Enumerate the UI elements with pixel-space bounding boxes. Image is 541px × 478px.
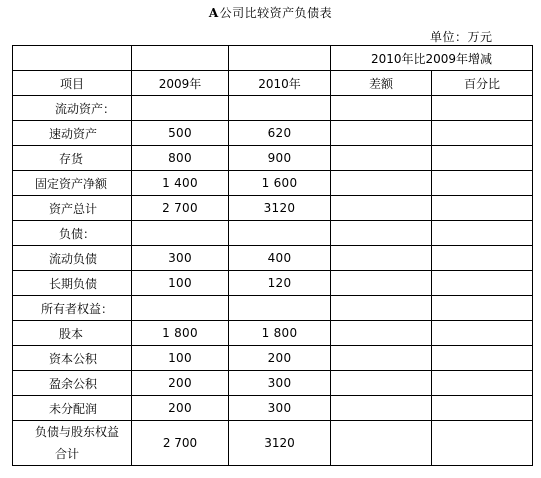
row-pct-value <box>432 396 533 421</box>
row-2009-value: 1 400 <box>132 171 229 196</box>
table-row <box>13 246 533 271</box>
row-diff-value <box>331 371 432 396</box>
row-pct-value <box>432 371 533 396</box>
row-pct-value <box>432 221 533 246</box>
row-item-label: 资产总计 <box>13 196 132 221</box>
row-diff-value <box>331 96 432 121</box>
row-pct-value <box>432 346 533 371</box>
row-2009-value: 200 <box>132 396 229 421</box>
row-2010-value: 300 <box>229 396 331 421</box>
row-2010-value: 400 <box>229 246 331 271</box>
row-2010-value: 120 <box>229 271 331 296</box>
row-pct-value <box>432 96 533 121</box>
total-item-line1: 负债与股东权益 <box>35 425 120 439</box>
row-item-label: 存货 <box>13 146 132 171</box>
row-diff-value <box>331 221 432 246</box>
header-item-top-cell <box>13 46 132 71</box>
row-2010-value: 1 800 <box>229 321 331 346</box>
row-pct-value <box>432 321 533 346</box>
title-text: 公司比较资产负债表 <box>219 6 333 20</box>
row-2009-value: 2 700 <box>132 196 229 221</box>
row-item-label: 速动资产 <box>13 121 132 146</box>
table-row <box>13 346 533 371</box>
total-pct-value <box>432 421 533 466</box>
row-pct-value <box>432 121 533 146</box>
row-2010-value <box>229 221 331 246</box>
row-diff-value <box>331 121 432 146</box>
title-prefix: A <box>208 6 219 20</box>
row-2009-value: 300 <box>132 246 229 271</box>
row-diff-value <box>331 321 432 346</box>
row-pct-value <box>432 171 533 196</box>
row-item-label: 固定资产净额 <box>13 171 132 196</box>
table-row <box>13 396 533 421</box>
header-row <box>13 71 533 96</box>
header-2010: 2010年 <box>229 71 331 96</box>
total-item-label <box>13 421 132 466</box>
row-2009-value: 100 <box>132 271 229 296</box>
unit-label: 单位：万元 <box>430 30 493 44</box>
row-pct-value <box>432 196 533 221</box>
header-2009: 2009年 <box>132 71 229 96</box>
row-item-label: 流动资产： <box>13 96 132 121</box>
row-diff-value <box>331 271 432 296</box>
row-item-label: 所有者权益： <box>13 296 132 321</box>
table-row <box>13 121 533 146</box>
row-pct-value <box>432 296 533 321</box>
balance-sheet-table <box>12 45 533 466</box>
table-row <box>13 221 533 246</box>
table-row <box>13 296 533 321</box>
header-2009-top-cell <box>132 46 229 71</box>
row-2009-value: 200 <box>132 371 229 396</box>
row-item-label: 长期负债 <box>13 271 132 296</box>
row-2010-value <box>229 96 331 121</box>
row-2009-value <box>132 96 229 121</box>
row-2009-value: 100 <box>132 346 229 371</box>
row-pct-value <box>432 146 533 171</box>
total-item-line2: 合计 <box>55 447 80 461</box>
row-item-label: 股本 <box>13 321 132 346</box>
header-item: 项目 <box>13 71 132 96</box>
row-diff-value <box>331 346 432 371</box>
header-row-top <box>13 46 533 71</box>
row-2010-value: 900 <box>229 146 331 171</box>
row-2010-value: 200 <box>229 346 331 371</box>
table-row <box>13 321 533 346</box>
row-diff-value <box>331 171 432 196</box>
header-diff: 差额 <box>331 71 432 96</box>
row-2010-value <box>229 296 331 321</box>
header-pct: 百分比 <box>432 71 533 96</box>
row-2009-value: 800 <box>132 146 229 171</box>
table-row <box>13 371 533 396</box>
row-item-label: 负债： <box>13 221 132 246</box>
header-2010-top-cell <box>229 46 331 71</box>
total-2010-value: 3120 <box>229 421 331 466</box>
row-2009-value <box>132 221 229 246</box>
row-diff-value <box>331 246 432 271</box>
row-2009-value <box>132 296 229 321</box>
total-row <box>13 421 533 466</box>
page-title <box>0 4 541 21</box>
total-diff-value <box>331 421 432 466</box>
row-2009-value: 500 <box>132 121 229 146</box>
row-pct-value <box>432 271 533 296</box>
row-2010-value: 1 600 <box>229 171 331 196</box>
row-2010-value: 620 <box>229 121 331 146</box>
table-row <box>13 196 533 221</box>
row-diff-value <box>331 396 432 421</box>
row-item-label: 资本公积 <box>13 346 132 371</box>
table-row <box>13 271 533 296</box>
row-item-label: 盈余公积 <box>13 371 132 396</box>
row-diff-value <box>331 296 432 321</box>
row-2009-value: 1 800 <box>132 321 229 346</box>
table-row <box>13 96 533 121</box>
row-pct-value <box>432 246 533 271</box>
row-2010-value: 3120 <box>229 196 331 221</box>
row-item-label: 未分配润 <box>13 396 132 421</box>
total-2009-value: 2 700 <box>132 421 229 466</box>
row-diff-value <box>331 196 432 221</box>
row-diff-value <box>331 146 432 171</box>
table-row <box>13 171 533 196</box>
row-item-label: 流动负债 <box>13 246 132 271</box>
header-change-group: 2010年比2009年增减 <box>331 46 533 71</box>
row-2010-value: 300 <box>229 371 331 396</box>
table-row <box>13 146 533 171</box>
